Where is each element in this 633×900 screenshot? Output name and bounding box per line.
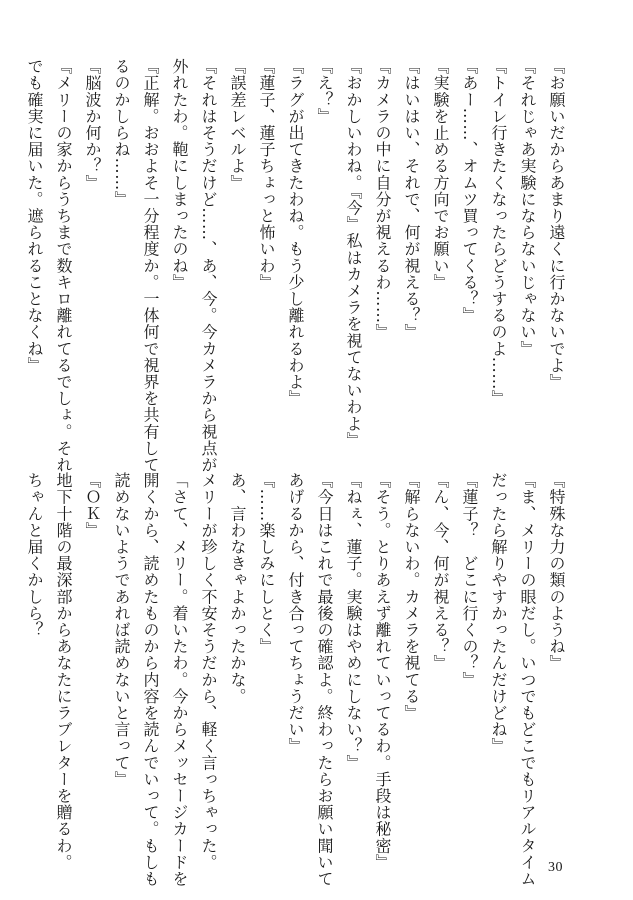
text-line: あ、言わなきゃよかったかな。 xyxy=(228,472,247,705)
text-line: 地下十階の最深部からあなたにラブレターを贈るわ。 xyxy=(54,472,73,871)
text-line: 『おかしいわね。『今』私はカメラを視てないわよ』 xyxy=(344,58,363,449)
text-line: 『トイレ行きたくなったらどうするのよ……』 xyxy=(489,58,508,407)
text-block-upper xyxy=(20,58,571,473)
text-line: あげるから、付き合ってちょうだい』 xyxy=(286,472,305,755)
text-line: 『はいはい、それで、何が視える？』 xyxy=(402,58,421,341)
text-line: 『蓮子？ どこに行くの？』 xyxy=(460,472,479,688)
text-line: 『ねぇ、蓮子。実験はやめにしない？』 xyxy=(344,472,363,771)
text-line: 「さて、メリー。着いたわ。今からメッセージカードを xyxy=(170,472,189,887)
text-line: 『誤差レベルよ』 xyxy=(228,58,247,191)
text-line: メリーが珍しく不安そうだから、軽く言っちゃった。 xyxy=(199,472,218,871)
text-line: 『そう。とりあえず離れていってるわ。手段は秘密』 xyxy=(373,472,392,871)
text-line: 外れたわ。鞄にしまったのね』 xyxy=(170,58,189,291)
text-line: ちゃんと届くかしら？ xyxy=(25,472,44,638)
text-line: でも確実に届いた。遮られることなくね』 xyxy=(25,58,44,374)
text-line: 開くから、読めたものから内容を読んでいって。もしも xyxy=(141,472,160,887)
text-line: るのかしらね……』 xyxy=(112,58,131,208)
text-line: 『実験を止める方向でお願い』 xyxy=(431,58,450,291)
text-line: 『カメラの中に自分が視えるわ……』 xyxy=(373,58,392,341)
text-line: 『それじゃあ実験にならないじゃない』 xyxy=(518,58,537,357)
text-line: 『あー……、オムツ買ってくる？』 xyxy=(460,58,479,324)
text-line: 『それはそうだけど……、あ、今。今カメラから視点が xyxy=(199,58,218,473)
text-line: 『脳波か何か？』 xyxy=(83,58,102,191)
text-line: 読めないようであれば読めないと言って』 xyxy=(112,472,131,788)
text-line: 『お願いだからあまり遠くに行かないでよ』 xyxy=(547,58,566,390)
page-number: 30 xyxy=(548,860,563,875)
text-line: 『ん、今、何が視える？』 xyxy=(431,472,450,672)
text-line: 『正解。おおよそ一分程度か。一体何で視界を共有して xyxy=(141,58,160,473)
text-line: 『解らないわ。カメラを視てる』 xyxy=(402,472,421,721)
text-line: 『え？』 xyxy=(315,58,334,125)
text-line: 『……楽しみにしとく』 xyxy=(257,472,276,655)
text-line: 『ＯＫ』 xyxy=(83,472,102,539)
text-line: 『蓮子、蓮子ちょっと怖いわ』 xyxy=(257,58,276,291)
text-line: 『特殊な力の類のようね』 xyxy=(547,472,566,672)
text-line: 『ま、メリーの眼だし。いつでもどこでもリアルタイム xyxy=(518,472,537,887)
text-line: 『メリーの家からうちまで数キロ離れてるでしょ。それ xyxy=(54,58,73,473)
text-line: 『今日はこれで最後の確認よ。終わったらお願い聞いて xyxy=(315,472,334,887)
text-line: だったら解りやすかったんだけどね』 xyxy=(489,472,508,755)
text-line: 『ラグが出てきたわね。もう少し離れるわよ』 xyxy=(286,58,305,407)
